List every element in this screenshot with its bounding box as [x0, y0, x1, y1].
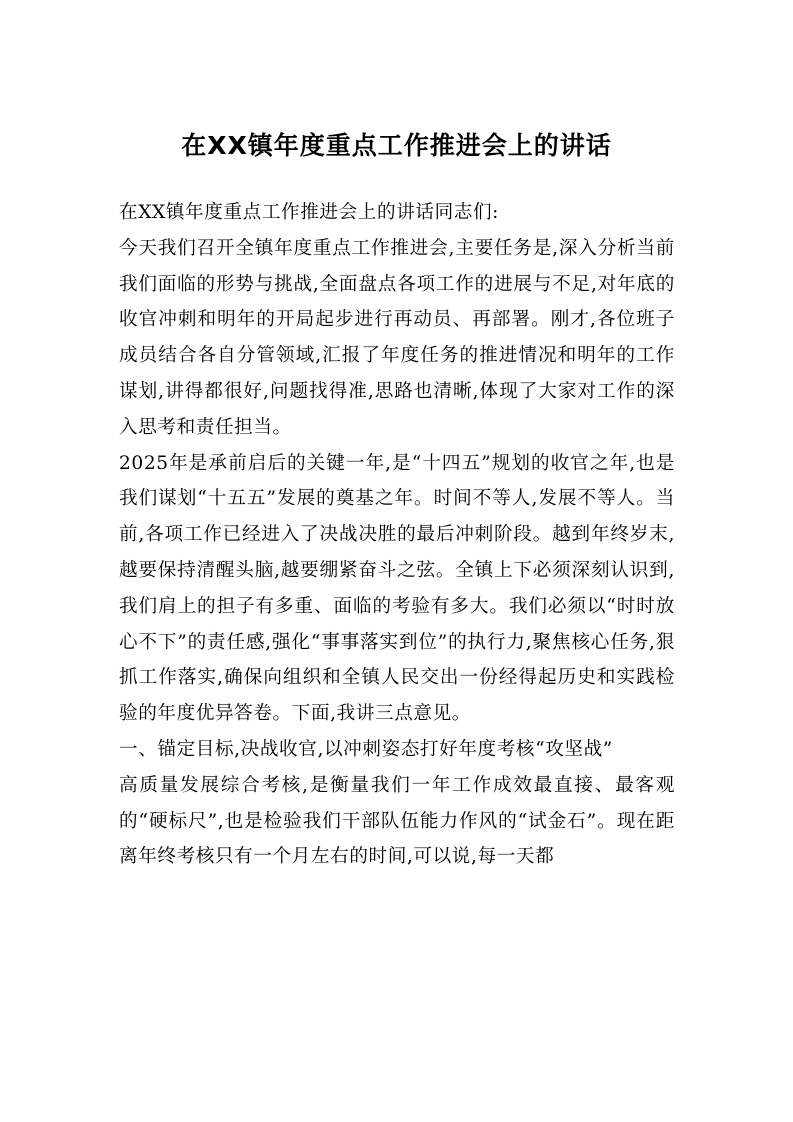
paragraph-salutation: 在XX镇年度重点工作推进会上的讲话同志们: [119, 202, 500, 223]
paragraph-section-one: 高质量发展综合考核,是衡量我们一年工作成效最直接、最客观的“硬标尺”,也是检验我们干部队伍能力作风的“试金石”。现在距离年终考核只有一个月左右的时间,可以说,每一天都 [119, 774, 675, 868]
paragraph-opening: 今天我们召开全镇年度重点工作推进会,主要任务是,深入分析当前我们面临的形势与挑战,全面盘点各项工作的进展与不足,对年底的收官冲刺和明年的开局起步进行再动员、再部署。刚才,各位班子成员结合各自分管领域,汇报了年度任务的推进情况和明年的工作谋划,讲得都很好,问题找得准,思路也清晰,体现了大家对工作的深入思考和责任担当。 [119, 237, 675, 438]
document-body [119, 195, 675, 875]
document-title: 在XX镇年度重点工作推进会上的讲话 [181, 131, 612, 160]
section-heading-one: 一、锚定目标,决战收官,以冲刺姿态打好年度考核“攻坚战” [119, 738, 613, 760]
paragraph-context: 2025年是承前启后的关键一年,是“十四五”规划的收官之年,也是我们谋划“十五五”发展的奠基之年。时间不等人,发展不等人。当前,各项工作已经进入了决战决胜的最后冲刺阶段。越到年终岁末,越要保持清醒头脑,越要绷紧奋斗之弦。全镇上下必须深刻认识到,我们肩上的担子有多重、面临的考验有多大。我们必须以“时时放心不下”的责任感,强化“事事落实到位”的执行力,聚焦核心任务,狠抓工作落实,确保向组织和全镇人民交出一份经得起历史和实践检验的年度优异答卷。下面,我讲三点意见。 [119, 452, 675, 725]
